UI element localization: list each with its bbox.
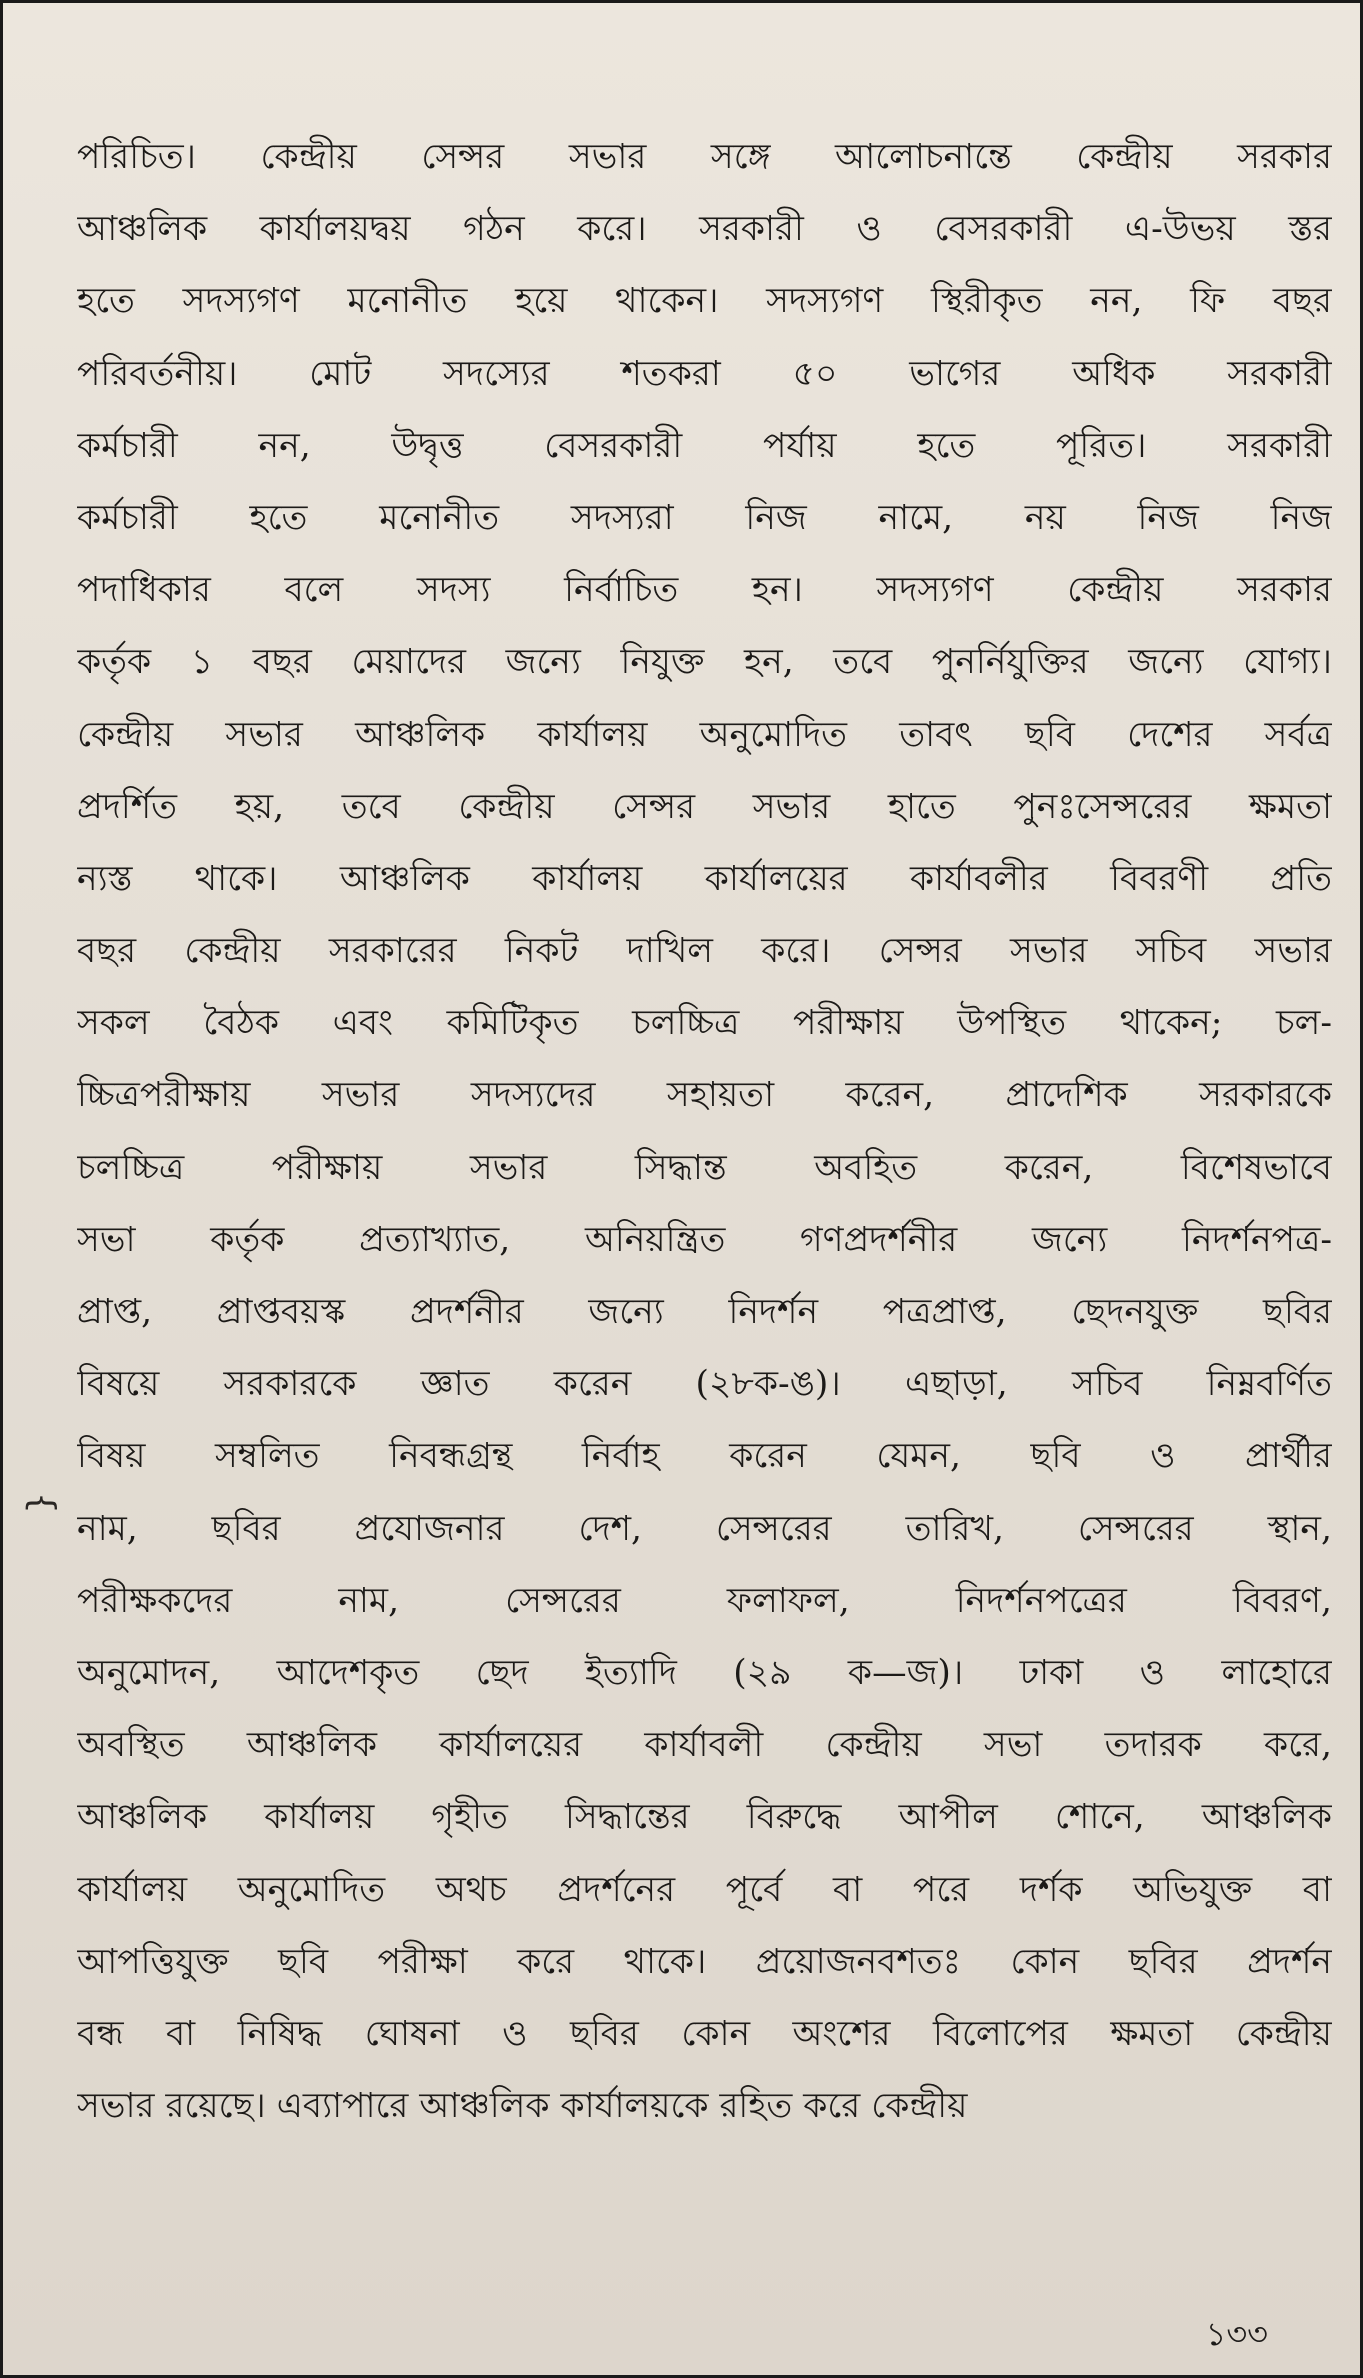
body-text: [77, 121, 1332, 2142]
text-line-23: অবস্থিত আঞ্চলিক কার্যালয়ের কার্যাবলী কেন্দ্রীয় সভা তদারক করে,: [77, 1725, 1332, 1766]
text-line-18: বিষয়ে সরকারকে জ্ঞাত করেন (২৮ক-ঙ)। এছাড়া, সচিব নিম্নবর্ণিত: [77, 1364, 1332, 1405]
text-line-6: কর্মচারী হতে মনোনীত সদস্যরা নিজ নামে, নয় নিজ নিজ: [77, 497, 1332, 538]
text-line-22: অনুমোদন, আদেশকৃত ছেদ ইত্যাদি (২৯ ক—জ)। ঢাকা ও লাহোরে: [77, 1652, 1332, 1693]
text-line-21: পরীক্ষকদের নাম, সেন্সরের ফলাফল, নিদর্শনপত্রের বিবরণ,: [77, 1580, 1332, 1621]
text-line-7: পদাধিকার বলে সদস্য নির্বাচিত হন। সদস্যগণ কেন্দ্রীয় সরকার: [77, 570, 1332, 611]
text-line-26: আপত্তিযুক্ত ছবি পরীক্ষা করে থাকে। প্রয়োজনবশতঃ কোন ছবির প্রদর্শন: [77, 1941, 1332, 1982]
text-line-4: পরিবর্তনীয়। মোট সদস্যের শতকরা ৫০ ভাগের অধিক সরকারী: [77, 353, 1332, 394]
text-line-13: সকল বৈঠক এবং কমিটিকৃত চলচ্চিত্র পরীক্ষায় উপস্থিত থাকেন; চল-: [77, 1003, 1332, 1044]
text-line-9: কেন্দ্রীয় সভার আঞ্চলিক কার্যালয় অনুমোদিত তাবৎ ছবি দেশের সর্বত্র: [77, 714, 1332, 755]
margin-bracket-mark: {: [21, 1492, 62, 1514]
text-line-8: কর্তৃক ১ বছর মেয়াদের জন্যে নিযুক্ত হন, তবে পুনর্নিযুক্তির জন্যে যোগ্য।: [77, 642, 1332, 683]
text-line-27: বন্ধ বা নিষিদ্ধ ঘোষনা ও ছবির কোন অংশের বিলোপের ক্ষমতা কেন্দ্রীয়: [77, 2013, 1332, 2054]
text-line-15: চলচ্চিত্র পরীক্ষায় সভার সিদ্ধান্ত অবহিত করেন, বিশেষভাবে: [77, 1147, 1332, 1188]
text-line-16: সভা কর্তৃক প্রত্যাখ্যাত, অনিয়ন্ত্রিত গণপ্রদর্শনীর জন্যে নিদর্শনপত্র-: [77, 1219, 1332, 1260]
text-line-3: হতে সদস্যগণ মনোনীত হয়ে থাকেন। সদস্যগণ স্থিরীকৃত নন, ফি বছর: [77, 281, 1332, 322]
text-line-11: ন্যস্ত থাকে। আঞ্চলিক কার্যালয় কার্যালয়ের কার্যাবলীর বিবরণী প্রতি: [77, 858, 1332, 899]
text-line-24: আঞ্চলিক কার্যালয় গৃহীত সিদ্ধান্তের বিরুদ্ধে আপীল শোনে, আঞ্চলিক: [77, 1797, 1332, 1838]
text-line-28: সভার রয়েছে। এব্যাপারে আঞ্চলিক কার্যালয়কে রহিত করে কেন্দ্রীয়: [77, 2086, 968, 2127]
text-line-25: কার্যালয় অনুমোদিত অথচ প্রদর্শনের পূর্বে বা পরে দর্শক অভিযুক্ত বা: [77, 1869, 1332, 1910]
text-line-1: পরিচিত। কেন্দ্রীয় সেন্সর সভার সঙ্গে আলোচনান্তে কেন্দ্রীয় সরকার: [77, 137, 1332, 177]
text-line-19: বিষয় সম্বলিত নিবন্ধগ্রন্থ নির্বাহ করেন যেমন, ছবি ও প্রার্থীর: [77, 1436, 1332, 1477]
text-line-12: বছর কেন্দ্রীয় সরকারের নিকট দাখিল করে। সেন্সর সভার সচিব সভার: [77, 931, 1332, 972]
text-line-14: চ্চিত্রপরীক্ষায় সভার সদস্যদের সহায়তা করেন, প্রাদেশিক সরকারকে: [77, 1075, 1332, 1116]
text-line-10: প্রদর্শিত হয়, তবে কেন্দ্রীয় সেন্সর সভার হাতে পুনঃসেন্সরের ক্ষমতা: [77, 786, 1332, 827]
text-line-2: আঞ্চলিক কার্যালয়দ্বয় গঠন করে। সরকারী ও বেসরকারী এ-উভয় স্তর: [77, 209, 1332, 250]
page-number: ১৩৩: [1205, 2315, 1268, 2353]
text-line-20: নাম, ছবির প্রযোজনার দেশ, সেন্সরের তারিখ, সেন্সরের স্থান,: [77, 1508, 1332, 1549]
text-line-17: প্রাপ্ত, প্রাপ্তবয়স্ক প্রদর্শনীর জন্যে নিদর্শন পত্রপ্রাপ্ত, ছেদনযুক্ত ছবির: [77, 1292, 1332, 1332]
text-line-5: কর্মচারী নন, উদ্বৃত্ত বেসরকারী পর্যায় হতে পূরিত। সরকারী: [77, 425, 1332, 466]
